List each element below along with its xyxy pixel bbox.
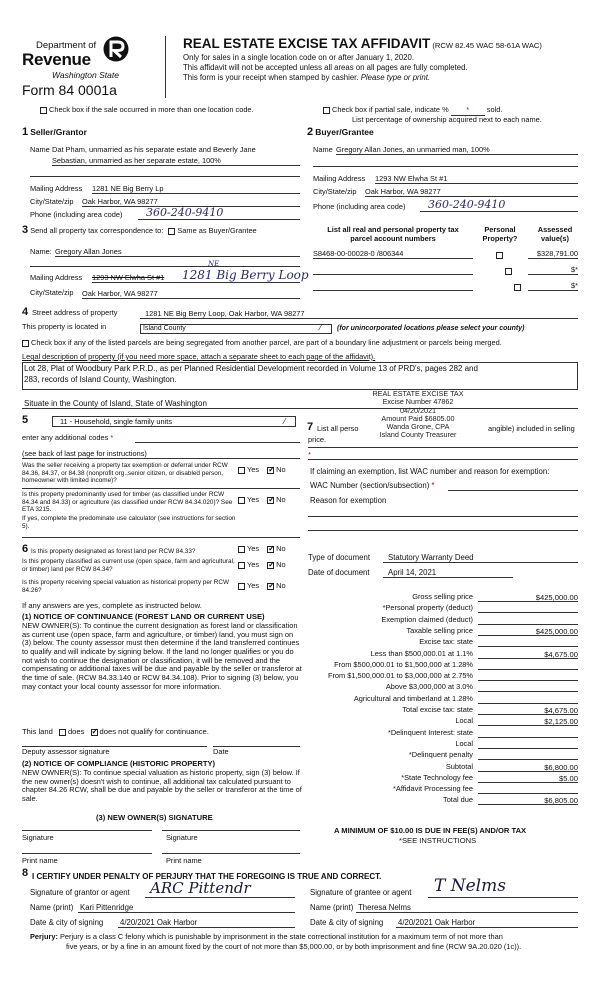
tax-value-line (478, 612, 578, 613)
assessed-value-line (528, 258, 578, 259)
section7-label-b: angible) included in selling (488, 424, 575, 433)
wac-label-text: WAC Number (section/subsection) (310, 481, 430, 490)
tax-value[interactable]: $425,000.00 (535, 593, 578, 602)
q-current-use-no-checkbox[interactable] (267, 562, 274, 569)
parcel-col3-a: Assessed (537, 225, 573, 234)
subtitle-3-italic: Please type or print. (360, 73, 431, 82)
this-land-label: This land (22, 727, 53, 736)
q-historic-answers (238, 582, 286, 591)
name-print-left-line (78, 912, 295, 913)
if-yes-note: If any answers are yes, complete as instructed below. (22, 601, 202, 610)
does-label: does (67, 727, 85, 736)
see-back: (see back of last page for instructions) (22, 449, 147, 458)
buyer-city[interactable]: Oak Harbor, WA 98277 (365, 187, 441, 196)
tax-label: Local (455, 739, 473, 748)
tax-label: Total due (443, 795, 473, 804)
subtitle-1: Only for sales in a single location code on or after January 1, 2020. (183, 53, 415, 62)
partial-sale-percent[interactable]: * (451, 106, 485, 116)
q-timber-no: No (276, 495, 286, 504)
tax-label: Taxable selling price (406, 626, 473, 635)
doc-date-label: Date of document (308, 568, 370, 577)
section4-num: 4 (22, 306, 29, 318)
perjury-line-1 (30, 933, 503, 942)
partial-sale-sold: sold. (486, 105, 503, 114)
seller-heading (22, 126, 87, 139)
buyer-name[interactable]: Gregory Allan Jones, an unmarried man, 100% (336, 145, 490, 154)
partial-sale-note: List percentage of ownership acquired next to each name. (352, 115, 542, 124)
legal-line-1: Lot 28, Plat of Woodbury Park P.R.D., as per Planned Residential Development recorded in Volume 13 of PRD's, pages 282 and (24, 364, 478, 373)
tax-label: *Delinquent Interest: state (387, 728, 473, 737)
wac-line[interactable] (448, 490, 578, 491)
buyer-heading-text: Buyer/Grantee (315, 127, 374, 137)
q-forest-answers (238, 545, 286, 554)
personal-property-checkbox[interactable] (496, 252, 503, 259)
name-print-left[interactable]: Kari Pittenridge (80, 903, 134, 912)
tax-label: *Delinquent penalty (408, 750, 473, 759)
parcel-col-header-1 (313, 226, 473, 244)
tax-value-line (478, 680, 578, 681)
stamp-line-4: Amount Paid $6805.00 (381, 413, 455, 423)
notice3-title: (3) NEW OWNER(S) SIGNATURE (96, 813, 213, 822)
q-current-use-yes-checkbox[interactable] (238, 562, 245, 569)
section7-line-2[interactable] (308, 459, 578, 460)
seller-extra-line (30, 176, 300, 177)
date-city-right[interactable]: 4/20/2021 Oak Harbor (398, 918, 476, 927)
date-city-left-label: Date & city of signing (30, 918, 104, 927)
section7-num: 7 (307, 421, 314, 433)
parcel-number-line (313, 290, 473, 291)
q-timber-answers (238, 496, 286, 505)
street-address[interactable]: 1281 NE Big Berry Loop, Oak Harbor, WA 98277 (145, 309, 305, 318)
corr-city-line (82, 298, 300, 299)
doc-date[interactable]: April 14, 2021 (388, 568, 437, 577)
q-exemption-no: No (276, 465, 286, 474)
assessed-value-line (528, 290, 578, 291)
parcel-number[interactable]: S8468-00-00028-0 /806344 (313, 249, 404, 258)
tax-label: *Affidavit Processing fee (393, 784, 473, 793)
stamp-line-2: Excise Number 47862 (382, 397, 454, 407)
corr-mailing-handwritten[interactable]: 1281 Big Berry Loop (182, 268, 309, 282)
exemption-label: If claiming an exemption, list WAC number and reason for exemption: (310, 467, 550, 476)
corr-city-label: City/State/zip (30, 288, 74, 297)
corr-name-line (55, 256, 300, 257)
use-code-value: 11 - Household, single family units (60, 417, 173, 426)
buyer-city-line (365, 196, 578, 197)
tax-label: Excise tax: state (419, 637, 473, 646)
section6-num: 6 (22, 543, 29, 555)
parcel-col2-a: Personal (484, 225, 516, 234)
subtitle-2: This affidavit will not be accepted unless all areas on all pages are fully completed. (183, 63, 468, 72)
notice1-title: (1) NOTICE OF CONTINUANCE (FOREST LAND OR CURRENT USE) (22, 612, 265, 621)
name-print-right[interactable]: Theresa Nelms (358, 903, 411, 912)
correspondence-label: Send all property tax correspondence to: (30, 226, 164, 235)
tax-value-line (478, 782, 578, 783)
correspondence-num: 3 (22, 224, 29, 236)
reason-line-1[interactable] (308, 516, 578, 517)
department-name: Revenue (22, 50, 91, 69)
date-city-right-line (396, 927, 578, 928)
assessed-value[interactable]: $* (571, 265, 578, 274)
buyer-mailing-label: Mailing Address (313, 174, 366, 183)
does-not-label: does not qualify for continuance. (99, 727, 209, 736)
corr-mailing-struck[interactable]: 1293 NW Elwha St #1 (92, 273, 165, 282)
department-state: Washington State (52, 70, 119, 80)
stamp-line-1: REAL ESTATE EXCISE TAX (372, 389, 464, 398)
seller-name-label: Name (30, 145, 50, 154)
name-print-right-label: Name (print) (310, 903, 354, 912)
q-exemption-sep (22, 488, 300, 489)
q-historic-no: No (276, 581, 286, 590)
assessed-value-line (528, 274, 578, 275)
parcel-number-line (313, 258, 473, 259)
date-city-left-line (118, 927, 295, 928)
same-as-buyer-label: Same as Buyer/Grantee (177, 226, 257, 235)
section7-line-1 (308, 447, 578, 448)
buyer-phone-line (420, 211, 578, 212)
owner-print-label-2: Print name (166, 856, 202, 865)
corr-mailing-line (92, 282, 300, 283)
q-historic-yes: Yes (247, 581, 260, 590)
owner-print-label-1: Print name (22, 856, 58, 865)
minimum-note: A MINIMUM OF $10.00 IS DUE IN FEE(S) AND/OR TAX (334, 826, 527, 835)
q-current-use-answers (238, 561, 286, 570)
multi-location-checkbox[interactable] (40, 107, 47, 114)
name-print-left-label: Name (print) (30, 903, 74, 912)
legal-line-2: 283, records of Island County, Washington. (24, 375, 177, 384)
q-timber-no-checkbox[interactable] (267, 497, 274, 504)
seller-name-1[interactable]: Dat Pham, unmarried as his separate estate and Beverly Jane (52, 145, 256, 154)
q-timber-yes: Yes (247, 495, 260, 504)
does-not-checkbox[interactable] (91, 729, 98, 736)
q-timber: Is this property predominantly used for timber (as classified under RCW 84.34 and 84.33) or agriculture (as classified under RCW 84.34.020)? See ETA 3215. (22, 491, 233, 514)
tax-value-line (478, 703, 578, 704)
q-timber-b: If yes, complete the predominate use calculator (see instructions for section 5). (22, 515, 236, 530)
q-exemption-yes-checkbox[interactable] (238, 467, 245, 474)
parcel-col1-b: parcel account numbers (350, 233, 436, 243)
owner-print-line-1[interactable] (22, 853, 152, 854)
tax-label: Local (455, 716, 473, 725)
subtitle-3-text: This form is your receipt when stamped by cashier. (183, 73, 359, 82)
title-ref: (RCW 82.45 WAC 58-61A WAC) (432, 41, 542, 50)
q-exemption-no-checkbox[interactable] (267, 467, 274, 474)
street-label: Street address of property (32, 308, 118, 317)
corr-extra-line (30, 266, 300, 267)
q-forest-no-checkbox[interactable] (267, 546, 274, 553)
perjury-bold: Perjury: (30, 932, 58, 941)
buyer-phone-label: Phone (including area code) (313, 202, 406, 211)
perjury-line-2: five years, or by a fine in an amount fixed by the court of not more than $5,000.00, or by both imprisonment and fine (RCW 9A.20.020 (1c)). (66, 942, 522, 951)
date-city-right-label: Date & city of signing (310, 918, 384, 927)
stamp-line-6: Island County Treasurer (379, 430, 457, 440)
tax-value-line (478, 725, 578, 726)
q-forest-no: No (276, 544, 286, 553)
seller-mailing-label: Mailing Address (30, 184, 83, 193)
seller-phone[interactable]: 360-240-9410 (146, 206, 224, 219)
sig-grantor-line (145, 897, 295, 898)
parcel-col1-a: List all real and personal property tax (327, 225, 459, 234)
q-forest-yes-checkbox[interactable] (238, 546, 245, 553)
section5-num: 5 (22, 414, 29, 426)
owner-sig-label-1: Signature (22, 833, 54, 842)
tax-value-line (478, 635, 578, 636)
owner-print-line-2[interactable] (162, 853, 300, 854)
county-value: Island County (143, 325, 186, 332)
buyer-extra-line (313, 166, 578, 167)
owner-sig-line-2[interactable] (162, 830, 300, 831)
sig-grantee-label: Signature of grantee or agent (310, 888, 412, 897)
seller-mailing[interactable]: 1281 NE Big Berry Lp (92, 184, 164, 193)
see-instructions: *SEE INSTRUCTIONS (399, 836, 477, 845)
form-title (183, 36, 542, 52)
doc-type[interactable]: Statutory Warranty Deed (388, 553, 474, 562)
owner-sig-line-1[interactable] (22, 830, 152, 831)
tax-label: *Personal property (deduct) (382, 603, 473, 612)
tax-value[interactable]: $4,675.00 (544, 650, 578, 659)
unincorporated-note: (for unincorporated locations please select your county) (337, 325, 525, 332)
q-forest: Is this property designated as forest land per RCW 84.33? (31, 548, 196, 555)
q-historic: Is this property receiving special valuation as historical property per RCW 84.26? (22, 579, 230, 594)
county-dropdown-icon: ⁄ (320, 323, 322, 332)
tax-label: Gross selling price (412, 592, 473, 601)
seller-name-2[interactable]: Sebastian, unmarried as her separate estate, 100% (52, 156, 221, 165)
doc-type-line (383, 562, 578, 563)
parcel-number-line (313, 274, 473, 275)
tax-label: Subtotal (445, 762, 473, 771)
q-forest-yes: Yes (247, 544, 260, 553)
notice2-text: NEW OWNER(S): To continue special valuation as historic property, sign (3) below. If the new owner(s) doesn't wish to continue, all additional tax calculated pursuant to chapter 84.26 RCW, shall be due and payable by the seller or transferor at the time of sale. (22, 768, 302, 803)
corr-name[interactable]: Gregory Allan Jones (55, 247, 122, 256)
sig-grantee[interactable]: T Nelms (434, 876, 506, 896)
parcel-col2-b: Property? (482, 233, 518, 243)
buyer-heading (307, 126, 374, 139)
tax-value-line (478, 771, 578, 772)
q-historic-no-checkbox[interactable] (267, 583, 274, 590)
seller-phone-line (138, 219, 300, 220)
stamp-line-3: 04/20/2021 (400, 405, 436, 415)
doc-type-label: Type of document (308, 553, 370, 562)
tax-label: Total excise tax: state (402, 705, 473, 714)
tax-value-line (478, 669, 578, 670)
personal-property-checkbox[interactable] (505, 268, 512, 275)
perjury-text-1: Perjury is a class C felony which is punishable by imprisonment in the state correctional institution for a maximum term of not more than (60, 932, 503, 941)
notice1-text: NEW OWNER(S): To continue the current designation as forest land or classification as current use (open space, farm and agriculture, or timber) land, you must sign on (3) below. The county assessor must then determine if the land transferred continues to qualify and will indicate by signing below. If the land no longer qualifies or you do not wish to continue the designation or classification, it will be removed and the compensating or additional taxes will be due and payable by the seller or transferor at the time of sale. (RCW 84.33.140 or RCW 84.34.108). Prior to signing (3) below, you may contact your local county assessor for more information. (22, 621, 302, 691)
q-historic-yes-checkbox[interactable] (238, 583, 245, 590)
buyer-mailing-line (375, 183, 578, 184)
tax-value-line (478, 737, 578, 738)
buyer-city-label: City/State/zip (313, 187, 357, 196)
corr-name-label: Name: (30, 247, 52, 256)
reason-line-2[interactable] (308, 530, 578, 531)
seller-city[interactable]: Oak Harbor, WA 98277 (82, 197, 158, 206)
tax-value-line (478, 624, 578, 625)
same-as-buyer-checkbox[interactable] (168, 228, 175, 235)
certify-text: I CERTIFY UNDER PENALTY OF PERJURY THAT THE FOREGOING IS TRUE AND CORRECT. (32, 872, 382, 881)
tax-value-line (478, 646, 578, 647)
q-exemption-yes: Yes (247, 465, 260, 474)
sig-grantor[interactable]: ARC Pittendr (150, 879, 251, 897)
corr-city[interactable]: Oak Harbor, WA 98277 (82, 289, 158, 298)
buyer-section-num: 2 (307, 126, 314, 138)
legal-line-3-underline (22, 408, 578, 409)
q-timber-yes-checkbox[interactable] (238, 497, 245, 504)
seller-phone-label: Phone (including area code) (30, 210, 123, 219)
legal-label: Legal description of property (if you need more space, attach a separate sheet to each page of the affidavit). (22, 352, 376, 361)
tax-label: Agricultural and timberland at 1.28% (353, 694, 473, 703)
tax-value[interactable]: $2,125.00 (544, 717, 578, 726)
department-label: Department of (36, 40, 97, 51)
tax-label: From $500,000.01 to $1,500,000 at 1.28% (334, 660, 473, 669)
tax-value[interactable]: $6,805.00 (544, 796, 578, 805)
owner-sig-label-2: Signature (166, 833, 198, 842)
seller-heading-text: Seller/Grantor (30, 127, 87, 137)
assessed-value[interactable]: $* (571, 281, 578, 290)
title-text: REAL ESTATE EXCISE TAX AFFIDAVIT (183, 36, 431, 51)
name-print-right-line (356, 912, 578, 913)
partial-sale-checkbox[interactable] (323, 107, 330, 114)
q-timber-sep (22, 537, 300, 538)
tax-value-line (478, 793, 578, 794)
tax-value-line (478, 658, 578, 659)
reason-label: Reason for exemption (310, 496, 387, 505)
parcel-col-header-3 (530, 226, 580, 244)
section7-label-c: price. (308, 435, 327, 444)
buyer-phone[interactable]: 360-240-9410 (428, 198, 506, 211)
tax-value-line (478, 691, 578, 692)
doc-date-line (383, 577, 513, 578)
deputy-label: Deputy assessor signature (22, 747, 110, 756)
treasurer-stamp (356, 390, 480, 440)
sig-grantor-label: Signature of grantor or agent (30, 888, 130, 897)
stamp-line-5: Wanda Grone, CPA (386, 422, 450, 432)
correspondence-header (22, 224, 257, 237)
seller-name-underline (52, 165, 300, 166)
segregated-checkbox[interactable] (22, 340, 29, 347)
use-code-dropdown-icon: ⁄ (284, 417, 286, 426)
seller-mailing-line (92, 193, 300, 194)
seller-section-num: 1 (22, 126, 29, 138)
additional-codes-text: enter any additional codes (22, 433, 109, 442)
partial-sale-label: Check box if partial sale, indicate % (332, 105, 449, 114)
tax-label: Less than $500,000.01 at 1.1% (370, 649, 473, 658)
assessed-value[interactable]: $328,791.00 (536, 249, 578, 258)
section8-num: 8 (22, 867, 29, 879)
tax-value[interactable]: $4,675.00 (544, 706, 578, 715)
buyer-name-label: Name (313, 145, 333, 154)
tax-value-line (478, 748, 578, 749)
tax-label: Exemption claimed (deduct) (381, 615, 473, 624)
see-back-line (22, 458, 300, 459)
continuance-row (22, 727, 209, 736)
notice2-title: (2) NOTICE OF COMPLIANCE (HISTORIC PROPERTY) (22, 759, 216, 768)
deputy-date-label: Date (213, 747, 229, 756)
tax-label: Above $3,000,000 at 3.0% (385, 682, 473, 691)
tax-value[interactable]: $6,800.00 (544, 763, 578, 772)
seller-city-label: City/State/zip (30, 197, 74, 206)
buyer-name-line (336, 154, 578, 155)
date-city-left[interactable]: 4/20/2021 Oak Harbor (120, 918, 198, 927)
subtitle-3 (183, 73, 430, 82)
q-current-use-yes: Yes (247, 560, 260, 569)
q-current-use: Is this property classified as current use (open space, farm and agricultural, or timber) land per RCW 84.34? (22, 558, 235, 573)
multi-location-label: Check box if the sale occurred in more than one location code. (49, 105, 254, 114)
tax-value[interactable]: $5.00 (558, 774, 578, 783)
does-checkbox[interactable] (59, 729, 66, 736)
section7-asterisk: * (308, 450, 311, 459)
tax-value[interactable]: $425,000.00 (535, 627, 578, 636)
tax-label: From $1,500,000.01 to $3,000,000 at 2.75% (327, 671, 473, 680)
tax-value-line (478, 804, 578, 805)
street-line (140, 318, 578, 319)
additional-codes-line[interactable] (135, 442, 300, 443)
sig-grantee-line (428, 897, 578, 898)
legal-line-3[interactable]: Situate in the County of Island, State of Washington (24, 399, 207, 408)
additional-codes-label: enter any additional codes * (22, 433, 114, 442)
multi-location-check[interactable] (40, 106, 254, 115)
corr-mailing-ne: NE (208, 260, 220, 268)
corr-mailing-label: Mailing Address (30, 273, 83, 282)
personal-property-checkbox[interactable] (514, 284, 521, 291)
q-exemption-answers (238, 466, 286, 475)
tax-value-line (478, 714, 578, 715)
dor-logo-icon (102, 35, 130, 63)
tax-label: *State Technology fee (401, 773, 473, 782)
header-divider (165, 36, 166, 98)
segregated-check[interactable] (22, 339, 502, 348)
parcel-col-header-2 (476, 226, 524, 244)
form-number: Form 84 0001a (22, 82, 117, 98)
section7-label-a: List all perso (317, 424, 359, 433)
tax-value-line (478, 601, 578, 602)
wac-label: WAC Number (section/subsection) * (310, 481, 435, 490)
parcel-col3-b: value(s) (541, 233, 569, 243)
q-exemption: Was the seller receiving a property tax exemption or deferral under RCW 84.36, 84.37, or 84.38 (nonprofit org.,senior citizen, or disabled person, homeowner with limited income)? (22, 462, 228, 485)
segregated-label: Check box if any of the listed parcels are being segregated from another parcel, are part of a boundary line adjustment or parcels being merged. (31, 338, 502, 347)
located-label: This property is located in (22, 322, 107, 331)
tax-value-line (478, 759, 578, 760)
q-current-use-no: No (276, 560, 286, 569)
buyer-mailing[interactable]: 1293 NW Elwha St #1 (375, 174, 448, 183)
